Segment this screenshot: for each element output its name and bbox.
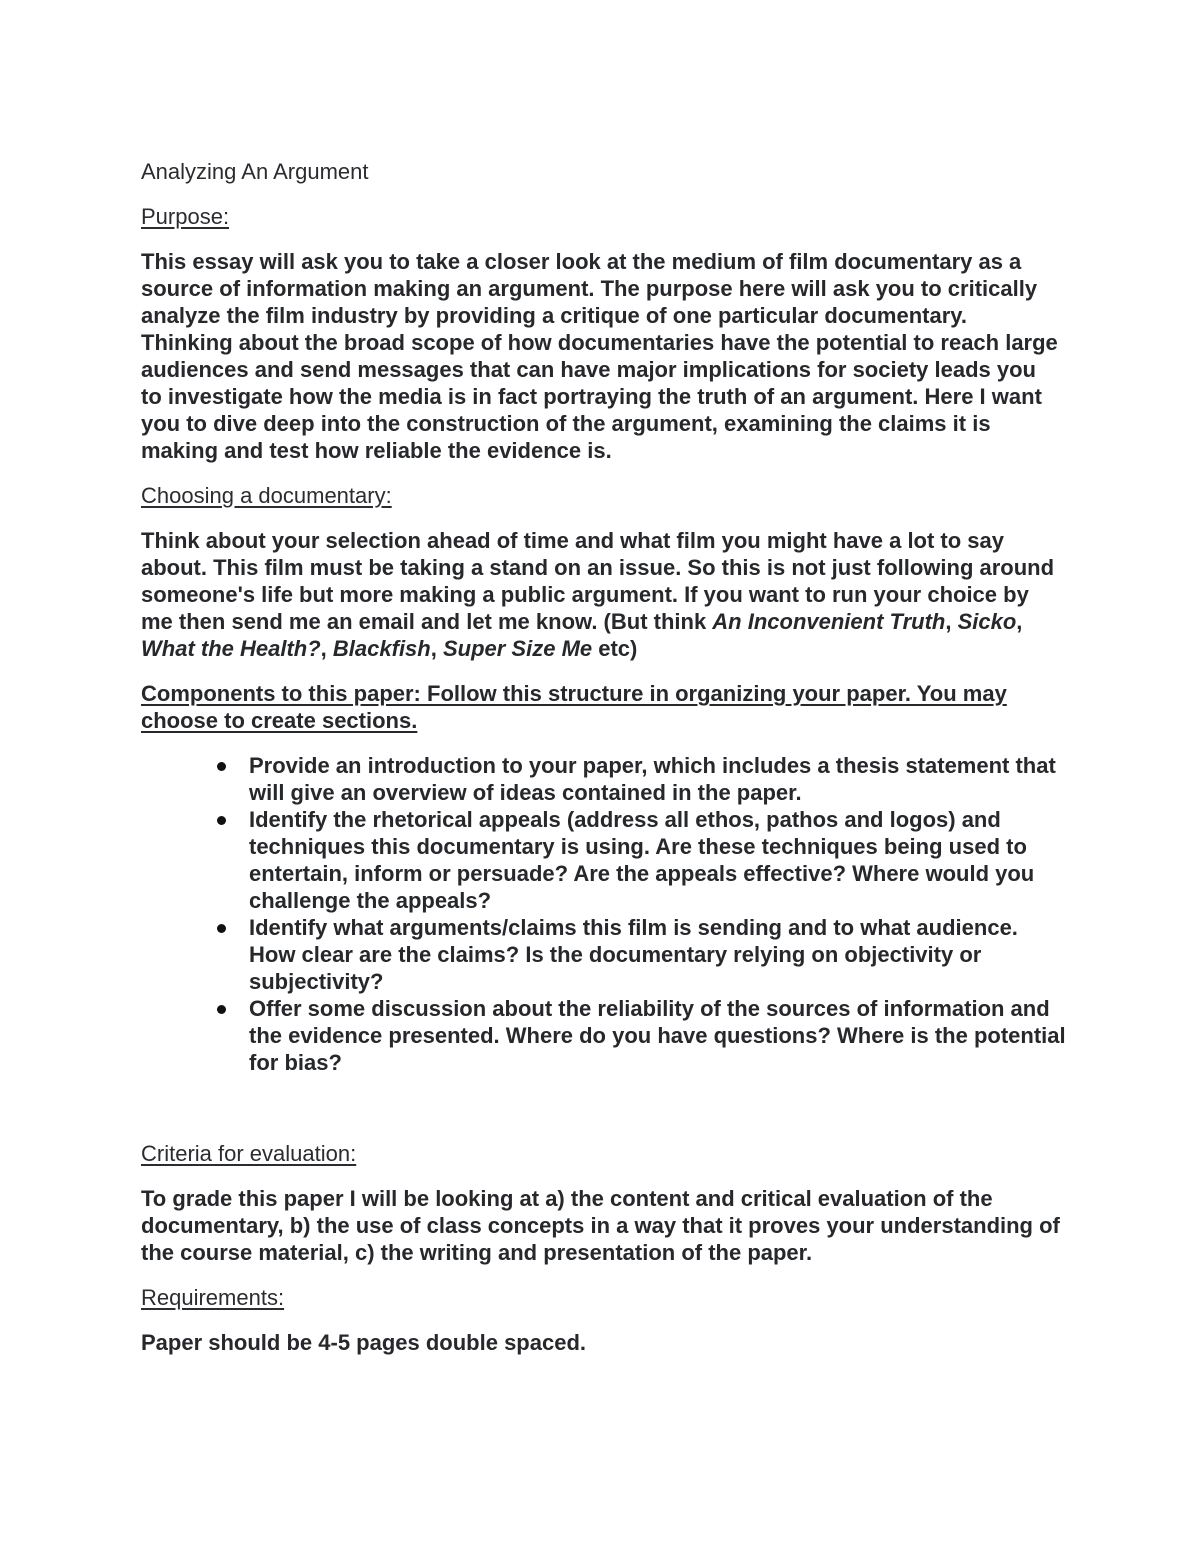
page-title: Analyzing An Argument <box>141 159 369 184</box>
film-title: Blackfish <box>332 636 431 661</box>
purpose-heading: Purpose: <box>141 204 230 229</box>
bullet-icon <box>217 1005 226 1014</box>
components-heading: Components to this paper: Follow this structure in organizing your paper. You may choose to create sections. <box>141 681 1007 733</box>
film-title: Sicko <box>957 609 1017 634</box>
film-separator: , <box>320 636 333 661</box>
list-item-text: Identify the rhetorical appeals (address all ethos, pathos and logos) and techniques this documentary is using. Are these techniques being used to entertain, inform or persuade? Are the appeals effective? Where would you challenge the appeals? <box>249 807 1035 913</box>
choosing-text: Think about your selection ahead of time and what film you might have a lot to say about. This film must be taking a stand on an issue. So this is not just following around someone's life but more making a public argument. If you want to run your choice by me then send me an email and let me know. (But think <box>141 528 1055 634</box>
film-title: Super Size Me <box>442 636 593 661</box>
bullet-icon <box>217 924 226 933</box>
list-item-text: Offer some discussion about the reliability of the sources of information and the evidence presented. Where do you have questions? Where is the potential for bias? <box>249 996 1066 1075</box>
list-item <box>249 914 1069 995</box>
bullet-icon <box>217 816 226 825</box>
film-title: What the Health? <box>141 636 321 661</box>
list-item <box>249 806 1069 914</box>
film-separator: , <box>430 636 443 661</box>
criteria-heading: Criteria for evaluation: <box>141 1141 357 1166</box>
requirements-heading: Requirements: <box>141 1285 285 1310</box>
film-title: An Inconvenient Truth <box>712 609 946 634</box>
choosing-heading: Choosing a documentary: <box>141 483 392 508</box>
criteria-paragraph: To grade this paper I will be looking at a) the content and critical evaluation of the documentary, b) the use of class concepts in a way that it proves your understanding of the course material, c) the writing and presentation of the paper. <box>141 1186 1060 1265</box>
film-list-end: etc) <box>592 636 638 661</box>
bullet-icon <box>217 762 226 771</box>
list-item-text: Identify what arguments/claims this film is sending and to what audience. How clear are the claims? Is the documentary relying on objectivity or subjectivity? <box>249 915 1018 994</box>
list-item <box>249 995 1069 1076</box>
list-item <box>249 752 1069 806</box>
film-separator: , <box>1016 609 1023 634</box>
components-list <box>141 752 1069 1076</box>
purpose-paragraph: This essay will ask you to take a closer look at the medium of film documentary as a source of information making an argument. The purpose here will ask you to critically analyze the film industry by providing a critique of one particular documentary. Thinking about the broad scope of how documentaries have the potential to reach large audiences and send messages that can have major implications for society leads you to investigate how the media is in fact portraying the truth of an argument. Here I want you to dive deep into the construction of the argument, examining the claims it is making and test how reliable the evidence is. <box>141 249 1058 463</box>
list-item-text: Provide an introduction to your paper, which includes a thesis statement that will give an overview of ideas contained in the paper. <box>249 753 1056 805</box>
choosing-paragraph <box>141 527 1061 662</box>
requirements-paragraph: Paper should be 4-5 pages double spaced. <box>141 1330 587 1355</box>
film-separator: , <box>945 609 958 634</box>
